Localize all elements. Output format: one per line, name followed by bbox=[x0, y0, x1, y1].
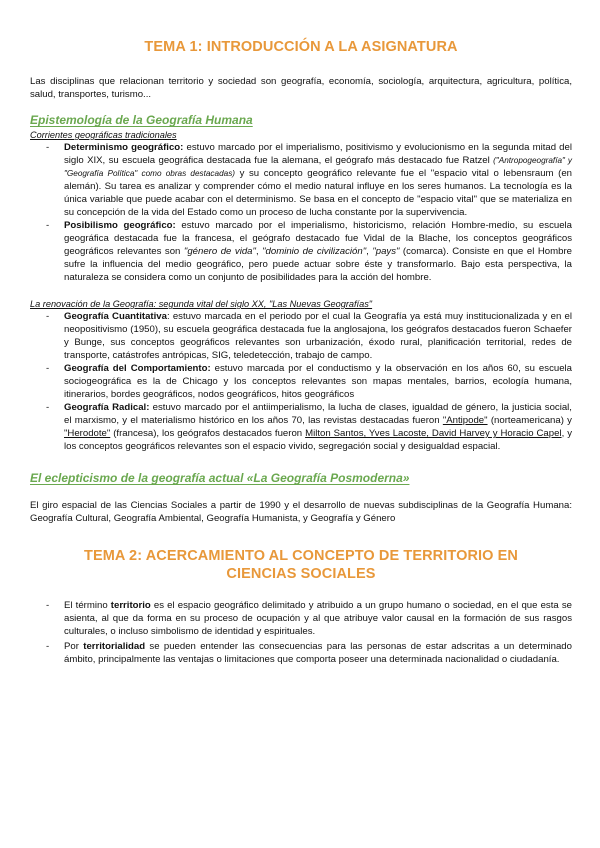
radical-text-a: estuvo marcado por el antiimperialismo, la lucha de clases, igualdad de género, la justicia social, el marxismo, y el materialismo histórico en los años 70, las revistas destacadas fueron bbox=[64, 402, 572, 426]
list-item-posibilismo bbox=[30, 219, 572, 284]
radical-text-b: (norteamericana) y bbox=[487, 415, 572, 426]
epistemologia-heading: Epistemología de la Geografía Humana bbox=[30, 113, 253, 127]
term-territorio: territorio bbox=[110, 600, 151, 611]
revista-antipode: "Antipode" bbox=[442, 415, 488, 426]
territorio-pre: El término bbox=[64, 600, 111, 611]
term-comportamiento: Geografía del Comportamiento: bbox=[64, 363, 211, 374]
list-item-radical bbox=[30, 401, 572, 453]
bullet-dash: - bbox=[46, 220, 50, 231]
territorialidad-pre: Por bbox=[64, 641, 84, 652]
determinismo-note: ("Antropogeografía" y "Geografía Política" como obras destacadas) bbox=[64, 156, 573, 178]
list-item-territorialidad bbox=[30, 640, 572, 666]
radical-text-d: , y los conceptos geográficos relevantes son el espacio vivido, segregación social y desigualdad espacial. bbox=[64, 428, 572, 452]
intro-paragraph: Las disciplinas que relacionan territorio y sociedad son geografía, economía, sociología, arquitectura, agricultura, política, salud, transportes, turismo... bbox=[30, 76, 572, 100]
territorialidad-text: se pueden entender las consecuencias para las personas de estar adscritas a un determinado ámbito, principalmente las ventajas o limitaciones que comporta poseer una determinada nacionalidad o ciudadanía. bbox=[64, 641, 572, 665]
determinismo-text-b: y su concepto geográfico relevante fue el "espacio vital o lebensraum (en alemán). Su tarea es analizar y comprender cómo el medio natural influye en los seres humanos. La tecnología es la única variable que puede acabar con el determinismo. Se basa en el concepto de "espacio vital" que se materializa en su concepción de la vida del Estado como un proceso de lucha constante por la supervivencia. bbox=[64, 168, 572, 218]
section-epistemologia bbox=[30, 113, 572, 284]
list-item-territorio bbox=[30, 599, 572, 638]
bullet-dash: - bbox=[46, 641, 50, 652]
bullet-dash: - bbox=[46, 311, 50, 322]
eclecticismo-heading: El eclepticismo de la geografía actual «La Geografía Posmoderna» bbox=[30, 471, 410, 485]
concept-dominio-civilizacion: "dominio de civilización" bbox=[262, 246, 367, 257]
tema2-list bbox=[30, 599, 572, 666]
nuevas-geografias-list bbox=[30, 310, 572, 453]
concept-genero-de-vida: "género de vida" bbox=[183, 246, 256, 257]
renovacion-subheading: La renovación de la Geografía: segunda vital del siglo XX, "Las Nuevas Geografías" bbox=[30, 299, 373, 309]
concept-separator: , bbox=[366, 246, 373, 257]
section-eclecticismo bbox=[30, 471, 572, 525]
determinismo-text-a: estuvo marcado por el imperialismo, positivismo y evolucionismo en la segunda mitad del siglo XIX, su escuela geográfica destacada fue la alemana, el geógrafo más destacado fue Ratzel bbox=[64, 142, 572, 166]
eclecticismo-paragraph: El giro espacial de las Ciencias Sociales a partir de 1990 y el desarrollo de nuevas subdisciplinas de la Geografía Humana: Geografía Cultural, Geografía Ambiental, Geografía Humanista, y Geografía y Género bbox=[30, 500, 572, 524]
corrientes-subheading: Corrientes geográficas tradicionales bbox=[30, 130, 177, 140]
tema2-title: TEMA 2: ACERCAMIENTO AL CONCEPTO DE TERRITORIO EN CIENCIAS SOCIALES bbox=[83, 548, 519, 582]
concept-separator: , bbox=[255, 246, 263, 257]
tema1-title: TEMA 1: INTRODUCCIÓN A LA ASIGNATURA bbox=[144, 39, 458, 55]
corrientes-list bbox=[30, 141, 572, 284]
term-posibilismo: Posibilismo geográfico: bbox=[64, 220, 176, 231]
revista-herodote: "Herodote" bbox=[64, 428, 111, 439]
list-item-cuantitativa bbox=[30, 310, 572, 362]
term-cuantitativa: Geografía Cuantitativa bbox=[64, 311, 167, 322]
bullet-dash: - bbox=[46, 600, 50, 611]
list-item-determinismo bbox=[30, 141, 572, 219]
term-territorialidad: territorialidad bbox=[83, 641, 146, 652]
bullet-dash: - bbox=[46, 402, 50, 413]
radical-text-c: (francesa), los geógrafos destacados fueron bbox=[110, 428, 306, 439]
territorio-text: es el espacio geográfico delimitado y atribuido a un grupo humano o sociedad, en el que esta se asienta, al que da forma en su proceso de ocupación y al que atribuye valor causal en la formación de sus rasgos culturales, o incluso simbolismo de identidad y espirituales. bbox=[64, 600, 572, 637]
list-item-comportamiento bbox=[30, 362, 572, 401]
section-renovacion bbox=[30, 298, 572, 453]
posibilismo-text-a: estuvo marcado por el imperialismo, historicismo, relación Hombre-medio, su escuela geográfica destacada fue la francesa, el geógrafo destacado fue Vidal de la Blache, los conceptos geográficos geográficos relevantes son bbox=[64, 220, 572, 257]
term-determinismo: Determinismo geográfico: bbox=[64, 142, 184, 153]
radical-authors: Milton Santos, Yves Lacoste, David Harvey y Horacio Capel bbox=[305, 428, 562, 439]
cuantitativa-text: : estuvo marcada en el periodo por el cual la Geografía ya está muy institucionalizada y en el neopositivismo (1950), su escuela geográfica destacada fue la anglosajona, los geógrafos destacados fueron Schaefer y Bunge, sus conceptos geográficos relevantes son urbanización, éxodo rural, planificación territorial, redes de transporte, catástrofes antrópicas, SIG, teledetección, trabajo de campo. bbox=[64, 311, 572, 361]
term-radical: Geografía Radical: bbox=[64, 402, 150, 413]
bullet-dash: - bbox=[46, 363, 50, 374]
posibilismo-text-b: (comarca). Consiste en que el Hombre sufre la influencia del medio geográfico, pero puede actuar sobre éste y transformarlo. Bajo esta perspectiva, la naturaleza se considera como un conjunto de posibilidades para la acción del hombre. bbox=[64, 246, 572, 283]
concept-pays: "pays" bbox=[372, 246, 400, 257]
bullet-dash: - bbox=[46, 142, 50, 153]
comportamiento-text: estuvo marcada por el conductismo y la observación en los años 60, su escuela sociogeográfica es la de Chicago y los conceptos relevantes son mapas mentales, barrios, ecología humana, itinerarios, bordes geográficos, nodos geográficos, hitos geográficos bbox=[64, 363, 572, 400]
